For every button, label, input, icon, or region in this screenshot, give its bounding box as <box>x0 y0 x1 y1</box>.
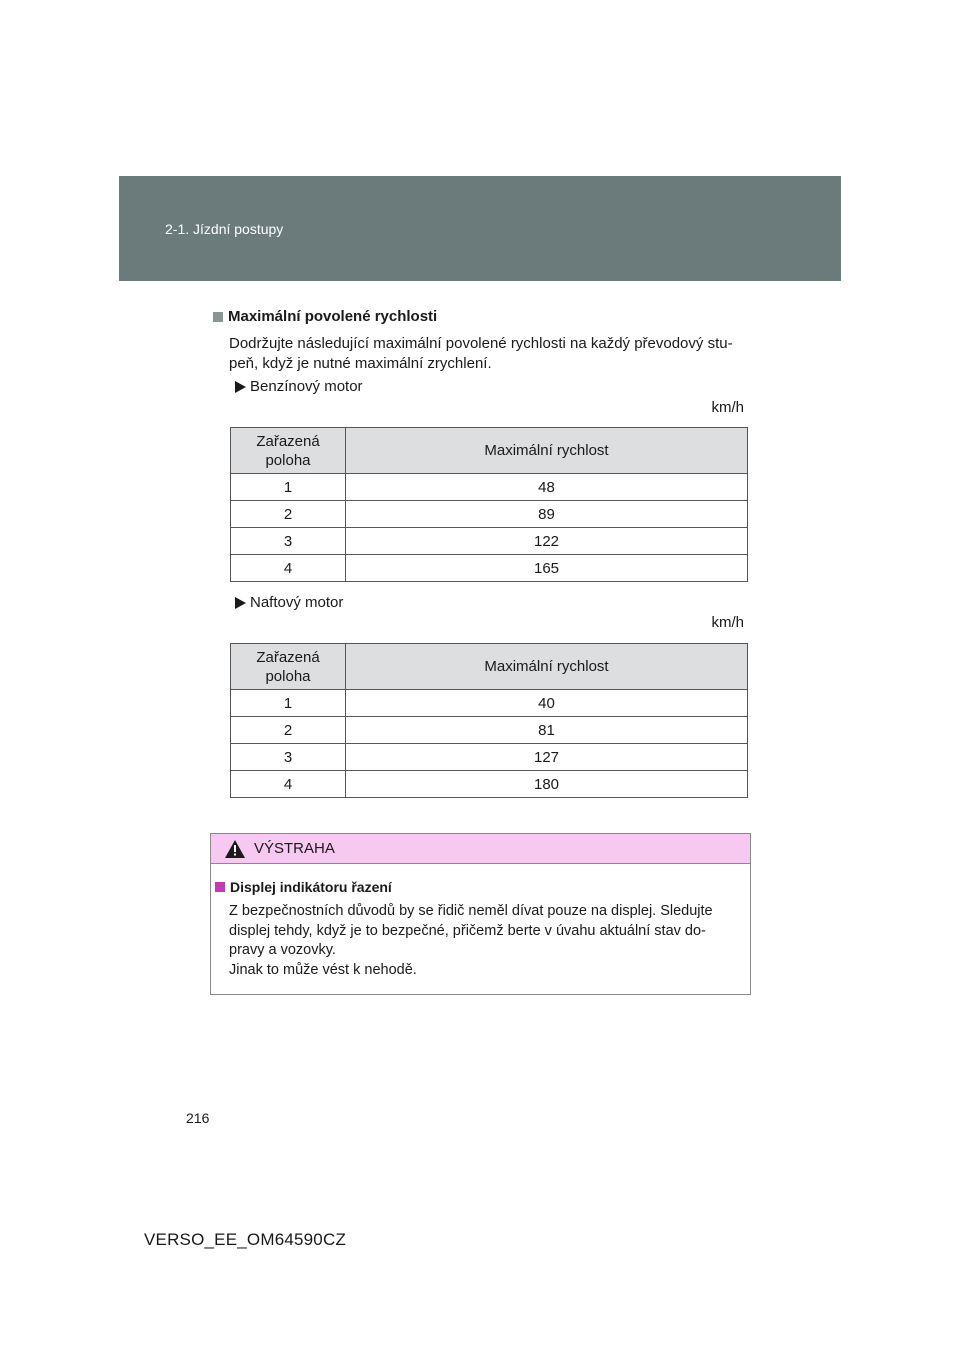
petrol-unit: km/h <box>711 399 744 416</box>
table-header-row <box>231 644 748 690</box>
intro-paragraph <box>229 334 743 374</box>
speed-cell: 127 <box>346 744 748 771</box>
warning-title: VÝSTRAHA <box>254 840 335 857</box>
warning-triangle-icon <box>225 840 245 858</box>
square-bullet-icon <box>215 882 225 892</box>
diesel-unit: km/h <box>711 614 744 631</box>
position-cell: 3 <box>231 744 346 771</box>
position-cell: 4 <box>231 771 346 798</box>
position-cell: 2 <box>231 717 346 744</box>
warning-line: displej tehdy, když je to bezpečné, přičemž berte v úvahu aktuální stav do- <box>229 922 706 939</box>
section-heading <box>213 308 437 325</box>
position-cell: 1 <box>231 690 346 717</box>
table-header-row <box>231 428 748 474</box>
document-code: VERSO_EE_OM64590CZ <box>144 1230 347 1249</box>
triangle-bullet-icon <box>235 381 246 393</box>
diesel-engine-label-text: Naftový motor <box>250 594 344 611</box>
triangle-bullet-icon <box>235 597 246 609</box>
table-row <box>231 690 748 717</box>
petrol-engine-label-text: Benzínový motor <box>250 378 363 395</box>
table-row <box>231 474 748 501</box>
speed-cell: 89 <box>346 501 748 528</box>
col-position-header: Zařazená poloha <box>231 644 346 690</box>
speed-cell: 180 <box>346 771 748 798</box>
warning-subheading <box>215 879 392 895</box>
section-breadcrumb: 2-1. Jízdní postupy <box>165 221 284 237</box>
petrol-engine-label <box>235 378 363 395</box>
warning-box <box>210 833 751 995</box>
table-row <box>231 528 748 555</box>
diesel-engine-label <box>235 594 343 611</box>
diesel-speed-table <box>230 643 748 798</box>
square-bullet-icon <box>213 312 223 322</box>
table-row <box>231 501 748 528</box>
page-number: 216 <box>186 1110 210 1126</box>
table-row <box>231 744 748 771</box>
warning-header <box>211 834 750 864</box>
speed-cell: 165 <box>346 555 748 582</box>
col-speed-header: Maximální rychlost <box>346 644 748 690</box>
intro-line: Dodržujte následující maximální povolené rychlosti na každý převodový stu- <box>229 335 733 352</box>
col-speed-header: Maximální rychlost <box>346 428 748 474</box>
position-cell: 2 <box>231 501 346 528</box>
position-cell: 4 <box>231 555 346 582</box>
petrol-speed-table <box>230 427 748 582</box>
intro-line: peň, když je nutné maximální zrychlení. <box>229 355 492 372</box>
warning-subheading-text: Displej indikátoru řazení <box>230 879 392 895</box>
table-row <box>231 771 748 798</box>
header-band <box>119 176 841 281</box>
warning-line: Z bezpečnostních důvodů by se řidič neměl dívat pouze na displej. Sledujte <box>229 903 713 919</box>
speed-cell: 40 <box>346 690 748 717</box>
warning-text <box>229 902 743 980</box>
warning-line: Jinak to může vést k nehodě. <box>229 961 417 978</box>
table-row <box>231 555 748 582</box>
speed-cell: 81 <box>346 717 748 744</box>
section-heading-text: Maximální povolené rychlosti <box>228 308 438 325</box>
col-position-header: Zařazená poloha <box>231 428 346 474</box>
warning-line: pravy a vozovky. <box>229 942 336 958</box>
table-row <box>231 717 748 744</box>
speed-cell: 122 <box>346 528 748 555</box>
speed-cell: 48 <box>346 474 748 501</box>
position-cell: 3 <box>231 528 346 555</box>
position-cell: 1 <box>231 474 346 501</box>
